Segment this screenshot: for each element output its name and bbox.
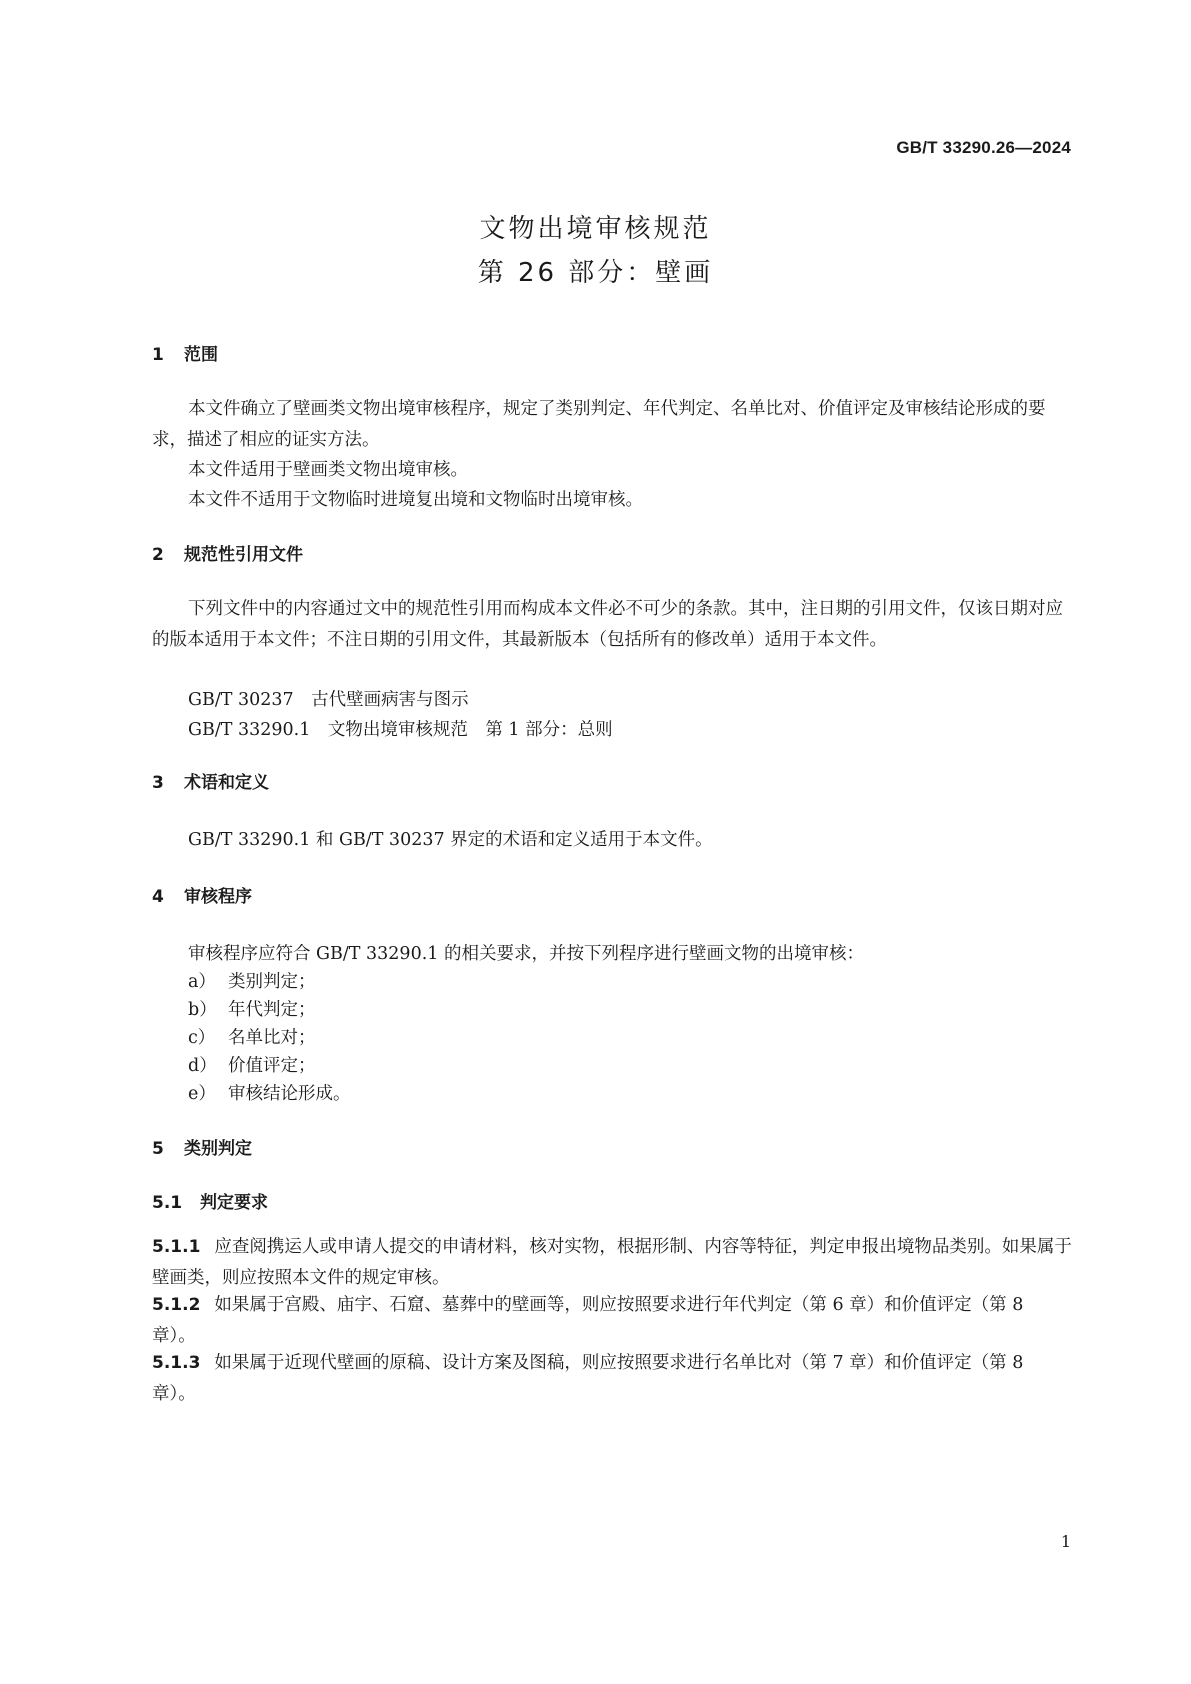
list-label: e） [188, 1084, 216, 1104]
paragraph: 本文件不适用于文物临时进境复出境和文物临时出境审核。 [188, 490, 643, 510]
section-title: 审核程序 [184, 887, 252, 907]
section-title: 术语和定义 [184, 773, 269, 793]
list-text: 类别判定； [228, 972, 316, 992]
reference-item: GB/T 30237 古代壁画病害与图示 [188, 690, 469, 710]
clause-5-1-2 [152, 1290, 1072, 1352]
clause-number: 5.1.1 [152, 1237, 201, 1257]
list-label: d） [188, 1056, 217, 1076]
clause-5-1-3 [152, 1348, 1072, 1410]
list-item [188, 1024, 316, 1049]
clause-text: 如果属于近现代壁画的原稿、设计方案及图稿，则应按照要求进行名单比对（第 7 章）和价值评定（第 8 章）。 [152, 1353, 1024, 1404]
reference-item: GB/T 33290.1 文物出境审核规范 第 1 部分：总则 [188, 720, 613, 740]
list-item [188, 968, 316, 993]
paragraph: 本文件适用于壁画类文物出境审核。 [188, 460, 468, 480]
list-label: c） [188, 1028, 216, 1048]
section-number: 2 [152, 545, 164, 565]
list-item [188, 1080, 351, 1105]
section-title: 范围 [184, 345, 218, 365]
clause-text: 如果属于宫殿、庙宇、石窟、墓葬中的壁画等，则应按照要求进行年代判定（第 6 章）和价值评定（第 8 章）。 [152, 1295, 1024, 1346]
standard-code: GB/T 33290.26—2024 [896, 138, 1071, 157]
list-text: 价值评定； [228, 1056, 316, 1076]
clause-number: 5.1.2 [152, 1295, 201, 1315]
list-item [188, 1052, 316, 1077]
clause-number: 5.1.3 [152, 1353, 201, 1373]
subsection-heading-5-1 [152, 1188, 268, 1213]
section-number: 3 [152, 773, 164, 793]
subsection-number: 5.1 [152, 1193, 183, 1213]
paragraph: 本文件确立了壁画类文物出境审核程序，规定了类别判定、年代判定、名单比对、价值评定及审核结论形成的要求，描述了相应的证实方法。 [152, 399, 1046, 450]
list-label: b） [188, 1000, 217, 1020]
paragraph: 审核程序应符合 GB/T 33290.1 的相关要求，并按下列程序进行壁画文物的出境审核： [188, 944, 864, 964]
section-heading-2 [152, 540, 303, 565]
list-label: a） [188, 972, 216, 992]
section-heading-3 [152, 768, 269, 793]
list-text: 名单比对； [228, 1028, 316, 1048]
section-heading-5 [152, 1134, 252, 1159]
document-subtitle: 第 26 部分：壁画 [477, 258, 714, 288]
subsection-title: 判定要求 [200, 1193, 268, 1213]
section-heading-4 [152, 882, 252, 907]
list-text: 年代判定； [228, 1000, 316, 1020]
clause-5-1-1 [152, 1232, 1072, 1294]
paragraph: GB/T 33290.1 和 GB/T 30237 界定的术语和定义适用于本文件。 [188, 830, 713, 850]
list-text: 审核结论形成。 [228, 1084, 351, 1104]
document-title: 文物出境审核规范 [479, 214, 712, 244]
section-title: 类别判定 [184, 1139, 252, 1159]
section-title: 规范性引用文件 [184, 545, 303, 565]
clause-text: 应查阅携运人或申请人提交的申请材料，核对实物，根据形制、内容等特征，判定申报出境物品类别。如果属于壁画类，则应按照本文件的规定审核。 [152, 1237, 1072, 1288]
page-number: 1 [1060, 1532, 1071, 1551]
section-number: 1 [152, 345, 164, 365]
paragraph: 下列文件中的内容通过文中的规范性引用而构成本文件必不可少的条款。其中，注日期的引用文件，仅该日期对应的版本适用于本文件；不注日期的引用文件，其最新版本（包括所有的修改单）适用于本文件。 [152, 599, 1063, 650]
section-number: 5 [152, 1139, 164, 1159]
list-item [188, 996, 316, 1021]
section-number: 4 [152, 887, 164, 907]
section-heading-1 [152, 340, 218, 365]
